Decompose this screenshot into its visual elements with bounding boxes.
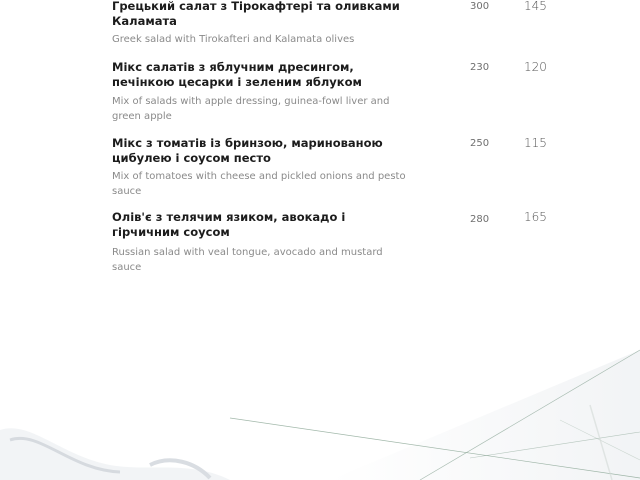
dish-description: Mix of tomatoes with cheese and pickled onions and pesto sauce [112, 171, 406, 197]
dish-name: Мікс з томатів із бринзою, маринованою цибулею і соусом песто [112, 136, 383, 165]
dish-name: Мікс салатів з яблучним дресингом, печінкою цесарки і зеленим яблуком [112, 60, 362, 89]
dish-price: 165 [524, 210, 547, 224]
dish-description: Russian salad with veal tongue, avocado and mustard sauce [112, 247, 383, 273]
dish-price: 120 [524, 60, 547, 74]
dish-weight: 250 [470, 138, 490, 149]
dish-name: Олів'є з телячим язиком, авокадо і гірчичним соусом [112, 210, 346, 239]
dish-weight: 300 [470, 1, 490, 12]
dish-price: 115 [524, 136, 547, 150]
dish-description: Greek salad with Tirokafteri and Kalamata olives [112, 34, 355, 45]
dish-name: Грецький салат з Тірокафтері та оливками Каламата [112, 0, 400, 28]
dish-price: 145 [524, 0, 547, 13]
dish-weight: 230 [470, 62, 490, 73]
dish-weight: 280 [470, 214, 490, 225]
dish-description: Mix of salads with apple dressing, guinea-fowl liver and green apple [112, 96, 390, 122]
